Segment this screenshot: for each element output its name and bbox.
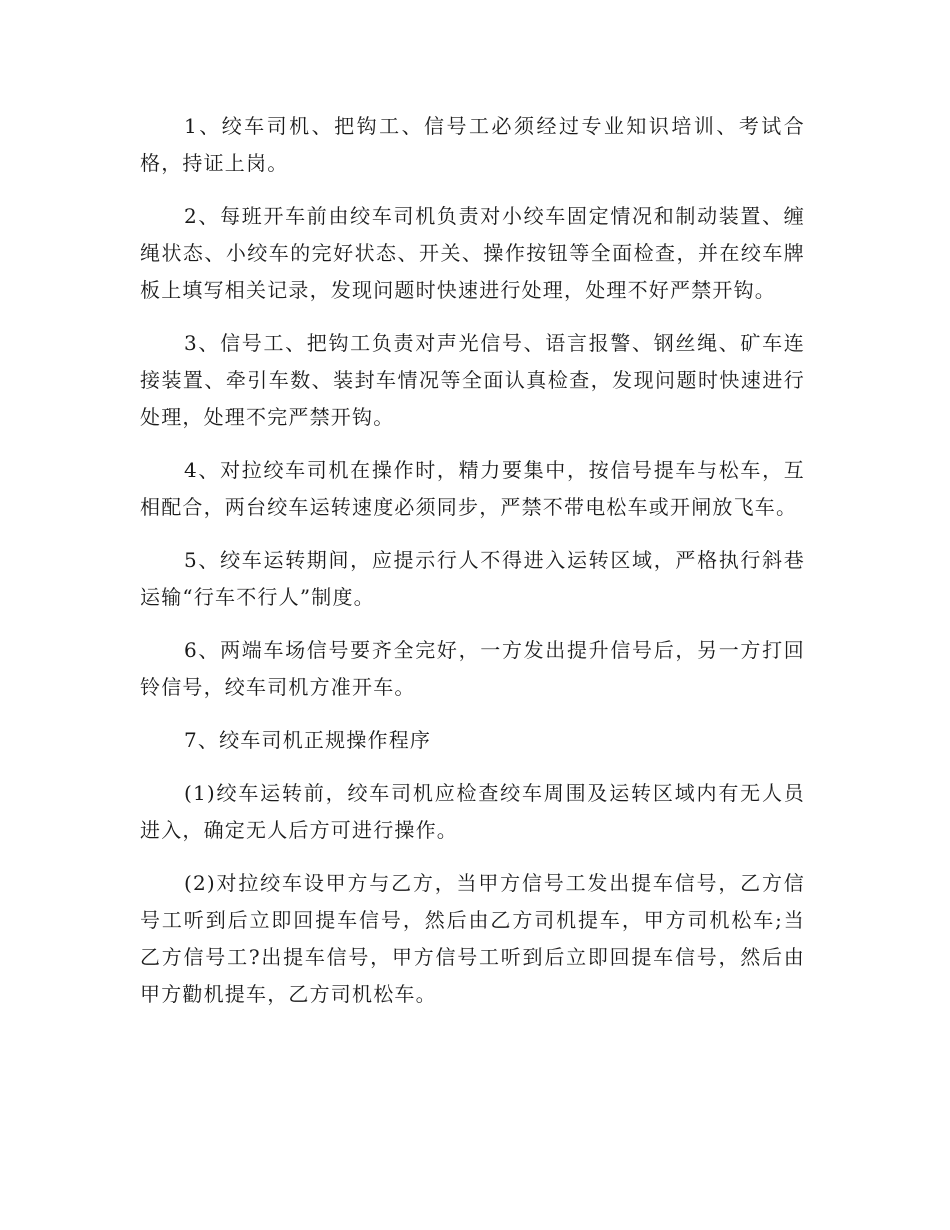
paragraph-5: 5、绞车运转期间，应提示行人不得进入运转区域，严格执行斜巷运输“行车不行人”制度。 <box>140 548 805 609</box>
paragraph-1: 1、绞车司机、把钩工、信号工必须经过专业知识培训、考试合格，持证上岗。 <box>140 114 805 175</box>
paragraph-4: 4、对拉绞车司机在操作时，精力要集中，按信号提车与松车，互相配合，两台绞车运转速度必须同步，严禁不带电松车或开闸放飞车。 <box>140 458 805 519</box>
paragraph-7-2: (2)对拉绞车设甲方与乙方，当甲方信号工发出提车信号，乙方信号工听到后立即回提车信号，然后由乙方司机提车，甲方司机松车;当乙方信号工?出提车信号，甲方信号工听到后立即回提车信号，然后由甲方勸机提车，乙方司机松车。 <box>140 871 805 1006</box>
document-body <box>140 108 805 1029</box>
paragraph-6: 6、两端车场信号要齐全完好，一方发出提升信号后，另一方打回铃信号，绞车司机方准开车。 <box>140 638 805 699</box>
paragraph-3: 3、信号工、把钩工负责对声光信号、语言报警、钢丝绳、矿车连接装置、牵引车数、装封车情况等全面认真检查，发现问题时快速进行处理，处理不完严禁开钩。 <box>140 331 805 429</box>
paragraph-7-1: (1)绞车运转前，绞车司机应检查绞车周围及运转区域内有无人员进入，确定无人后方可进行操作。 <box>140 781 805 842</box>
paragraph-7-heading: 7、绞车司机正规操作程序 <box>184 728 432 752</box>
paragraph-2: 2、每班开车前由绞车司机负责对小绞车固定情况和制动装置、缠绳状态、小绞车的完好状态、开关、操作按钮等全面检查，并在绞车牌板上填写相关记录，发现问题时快速进行处理，处理不好严禁开钩。 <box>140 204 805 302</box>
